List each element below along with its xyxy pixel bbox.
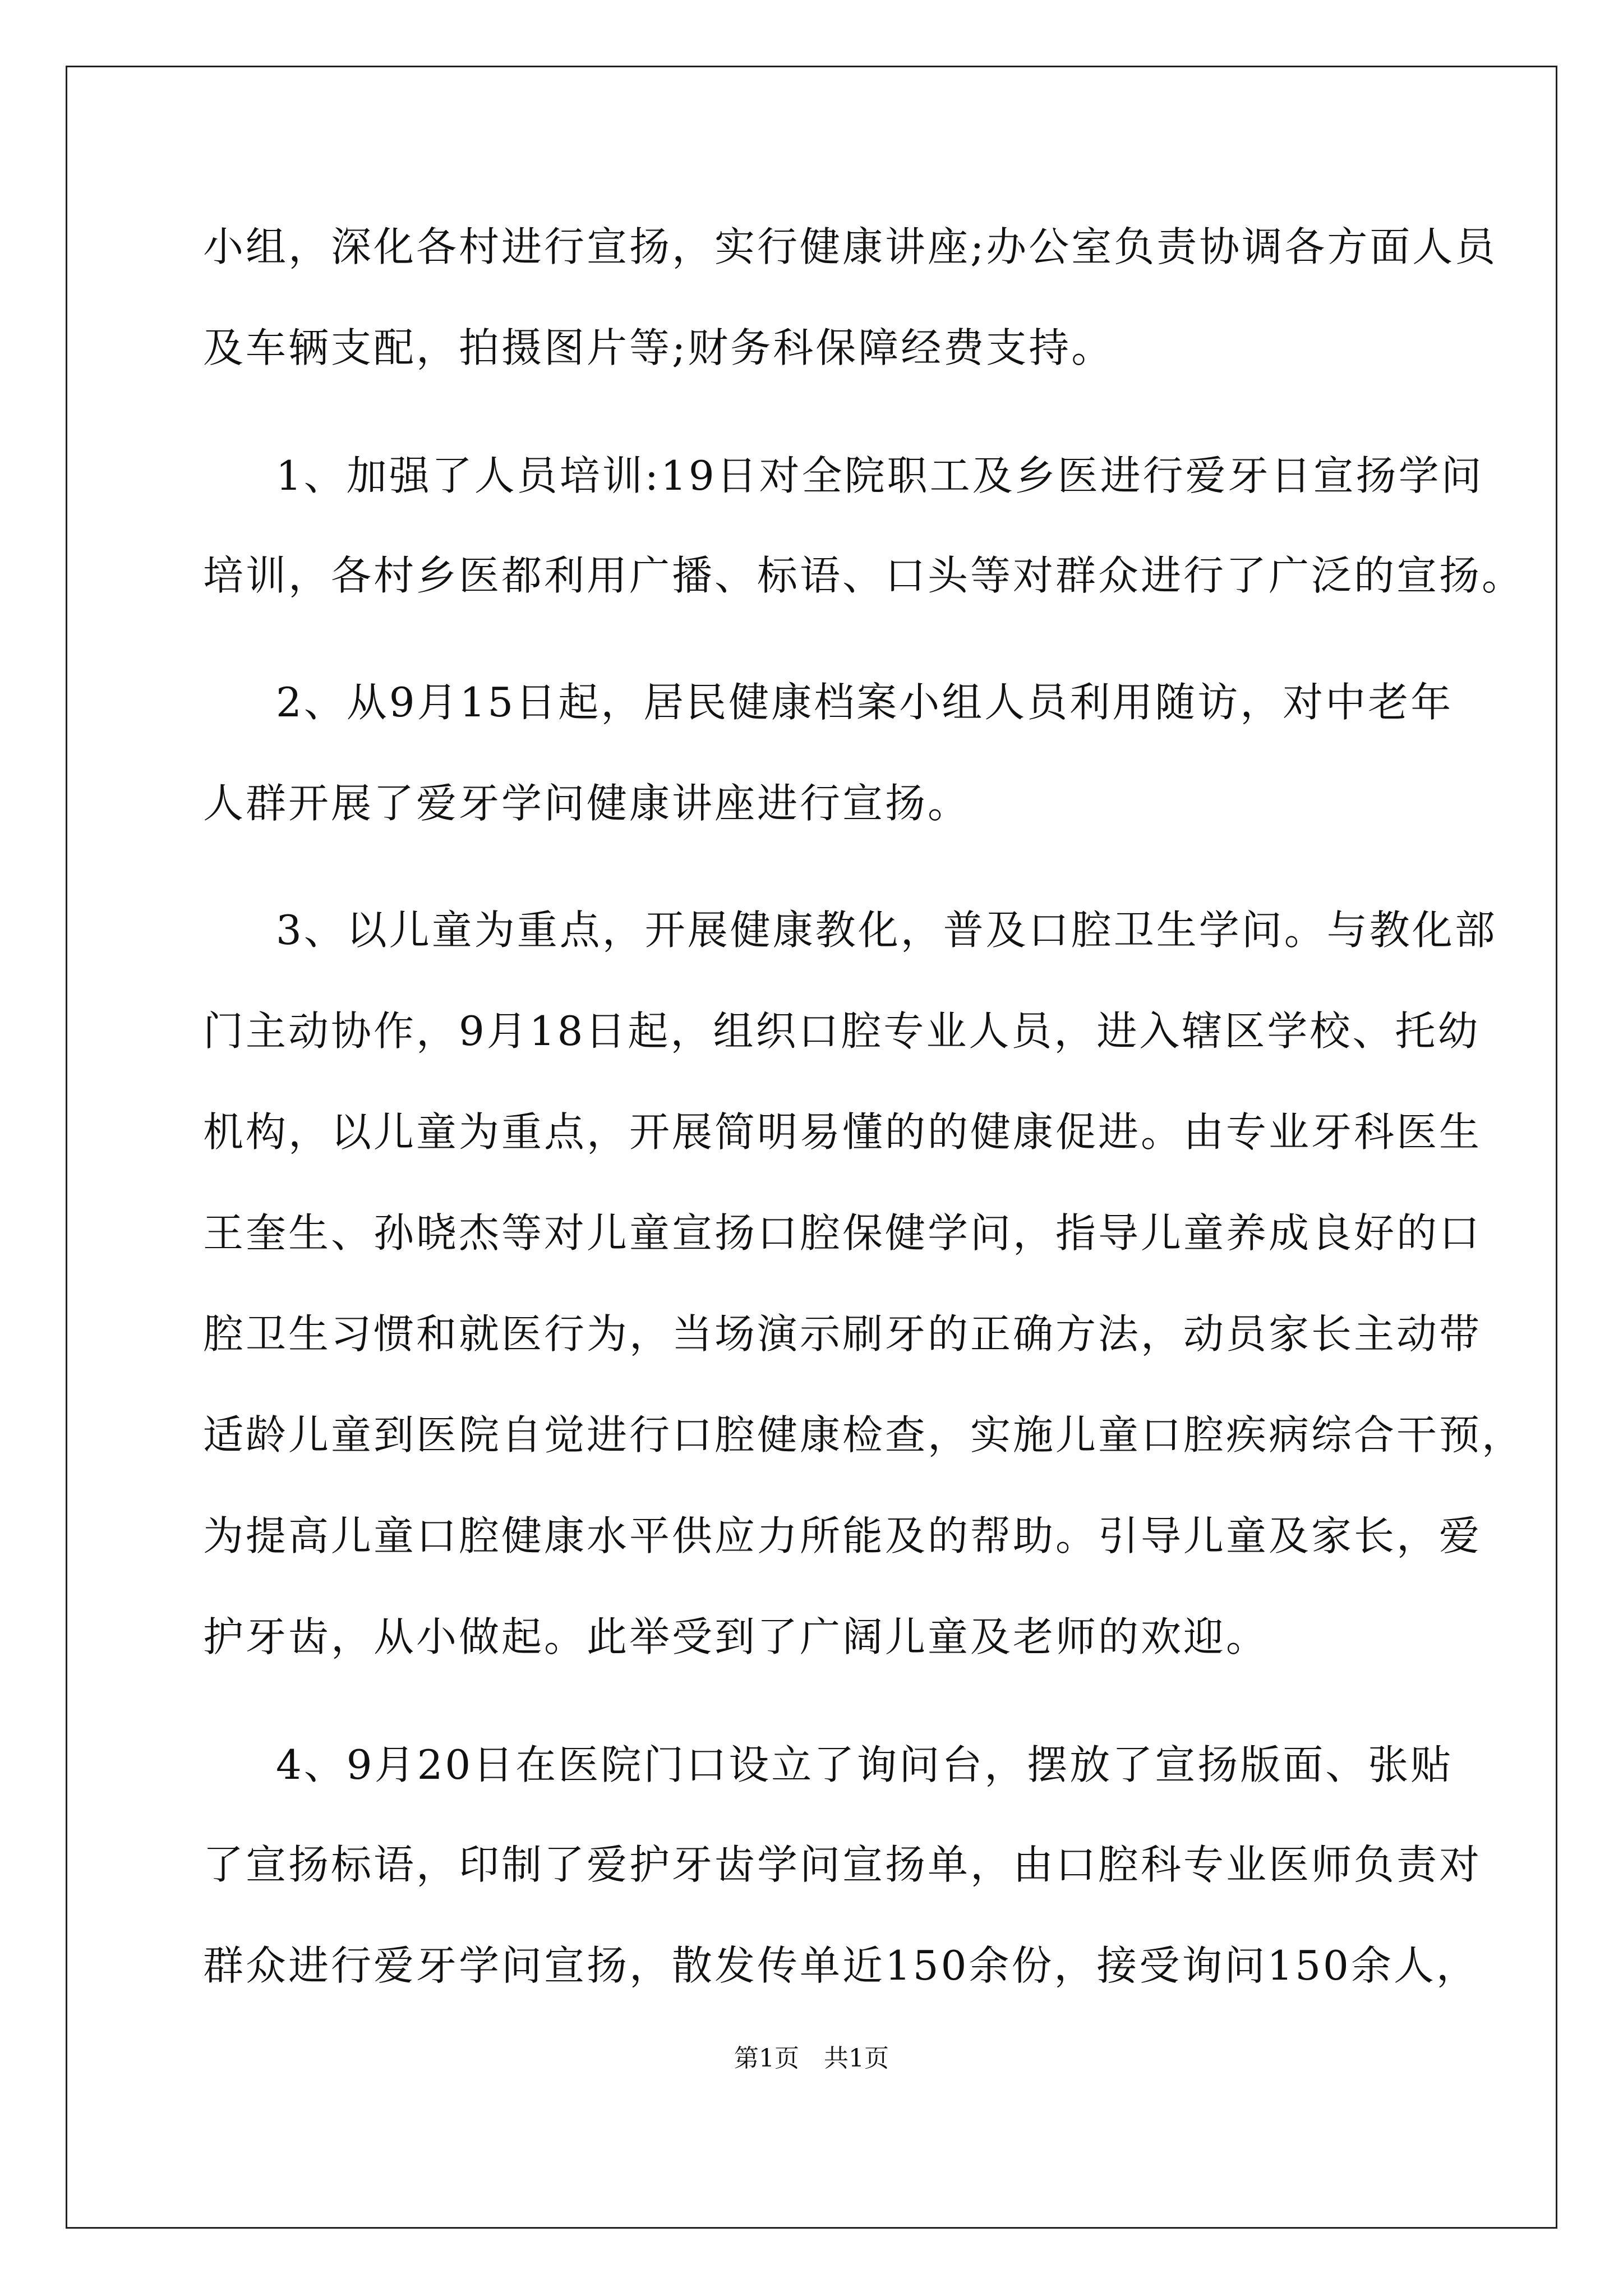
paragraph-2-line-1: 2、从9月15日起，居民健康档案小组人员利用随访，对中老年 [276,679,1454,726]
paragraph-3-line-5: 腔卫生习惯和就医行为，当场演示刷牙的正确方法，动员家长主动带 [203,1310,1482,1358]
text-line-2: 及车辆支配，拍摄图片等;财务科保障经费支持。 [203,324,1114,371]
paragraph-3-line-8: 护牙齿，从小做起。此举受到了广阔儿童及老师的欢迎。 [203,1613,1269,1660]
paragraph-3-line-4: 王奎生、孙晓杰等对儿童宣扬口腔保健学问，指导儿童养成良好的口 [203,1209,1482,1257]
paragraph-3-line-1: 3、以儿童为重点，开展健康教化，普及口腔卫生学问。与教化部 [276,907,1497,954]
text-line-1: 小组，深化各村进行宣扬，实行健康讲座;办公室负责协调各方面人员 [203,223,1498,270]
paragraph-4-line-2: 了宣扬标语，印制了爱护牙齿学问宣扬单，由口腔科专业医师负责对 [203,1841,1482,1888]
paragraph-3-line-3: 机构，以儿童为重点，开展简明易懂的的健康促进。由专业牙科医生 [203,1108,1482,1156]
page-footer: 第1页 共1页 [734,2044,889,2073]
paragraph-2-line-2: 人群开展了爱牙学问健康讲座进行宣扬。 [203,780,971,827]
paragraph-3-line-2: 门主动协作，9月18日起，组织口腔专业人员，进入辖区学校、托幼 [203,1007,1481,1055]
paragraph-4-line-3: 群众进行爱牙学问宣扬，散发传单近150余份，接受询问150余人， [203,1942,1479,1989]
paragraph-1-line-2: 培训，各村乡医都利用广播、标语、口头等对群众进行了广泛的宣扬。 [203,552,1525,599]
paragraph-3-line-7: 为提高儿童口腔健康水平供应力所能及的帮助。引导儿童及家长，爱 [203,1512,1482,1559]
paragraph-4-line-1: 4、9月20日在医院门口设立了询问台，摆放了宣扬版面、张贴 [276,1741,1454,1788]
paragraph-3-line-6: 适龄儿童到医院自觉进行口腔健康检查，实施儿童口腔疾病综合干预， [203,1411,1525,1458]
paragraph-1-line-1: 1、加强了人员培训:19日对全院职工及乡医进行爱牙日宣扬学问 [276,452,1484,499]
